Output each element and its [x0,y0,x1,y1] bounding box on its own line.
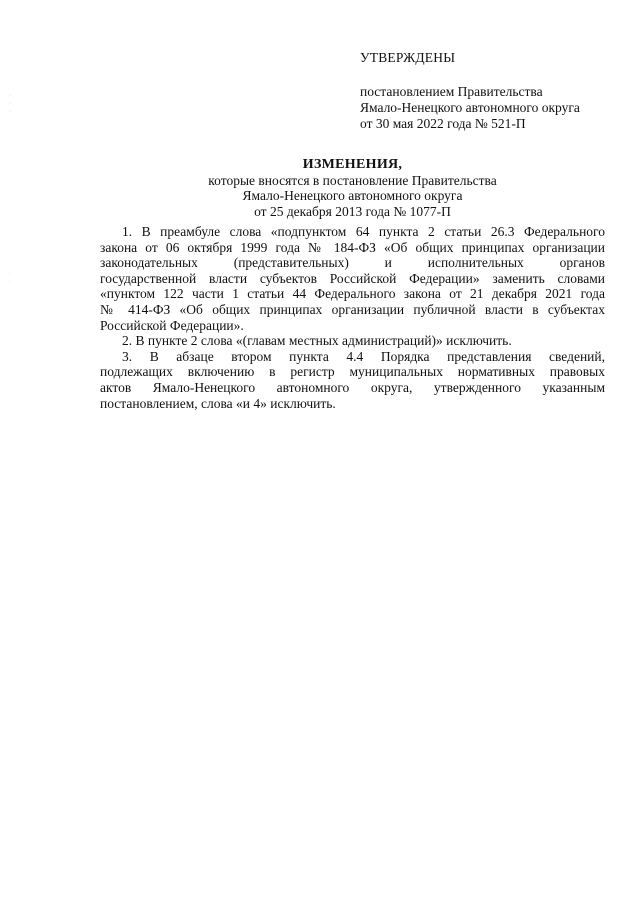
paragraph-line: постановлением, слова «и 4» исключить. [100,395,336,411]
approval-line: от 30 мая 2022 года № 521-П [360,116,526,131]
paragraph-line: № 414-ФЗ «Об общих принципах организации публичной власти в субъектах [100,301,605,317]
paragraph-line: 2. В пункте 2 слова «(главам местных администраций)» исключить. [122,333,512,349]
paragraph-line: Российской Федерации». [100,317,244,333]
approval-title: УТВЕРЖДЕНЫ [360,50,456,65]
document-subtitle-line: Ямало-Ненецкого автономного округа [242,188,463,203]
document-title: ИЗМЕНЕНИЯ, [302,157,403,172]
paragraph-1 [100,224,605,333]
document-subtitle-line: от 25 декабря 2013 года № 1077-П [254,203,451,219]
document-body [100,224,605,411]
paragraph-line: закона от 06 октября 1999 года № 184-ФЗ «Об общих принципах организации [100,239,605,255]
approval-block [360,50,630,132]
paragraph-3 [100,349,605,411]
margin-scan-dots: · · · [9,93,11,115]
paragraph-line: государственной власти субъектов Российской Федерации» заменить словами [100,270,605,286]
document-subtitle-line: которые вносятся в постановление Правительства [208,172,497,188]
margin-scan-dots: · · [9,271,11,285]
paragraph-2 [100,333,605,349]
approval-line: Ямало-Ненецкого автономного округа [360,100,580,115]
document-header [100,157,605,219]
approval-line: постановлением Правительства [360,84,543,99]
paragraph-line: 1. В преамбуле слова «подпунктом 64 пункта 2 статьи 26.3 Федерального [122,224,605,239]
paragraph-line: законодательных (представительных) и исполнительных органов [100,255,605,271]
paragraph-line: «пунктом 122 части 1 статьи 44 Федерального закона от 21 декабря 2021 года [100,286,605,302]
paragraph-line: 3. В абзаце втором пункта 4.4 Порядка представления сведений, [122,348,605,364]
paragraph-line: актов Ямало-Ненецкого автономного округа, утвержденного указанным [100,379,605,395]
paragraph-line: подлежащих включению в регистр муниципальных нормативных правовых [100,364,605,380]
